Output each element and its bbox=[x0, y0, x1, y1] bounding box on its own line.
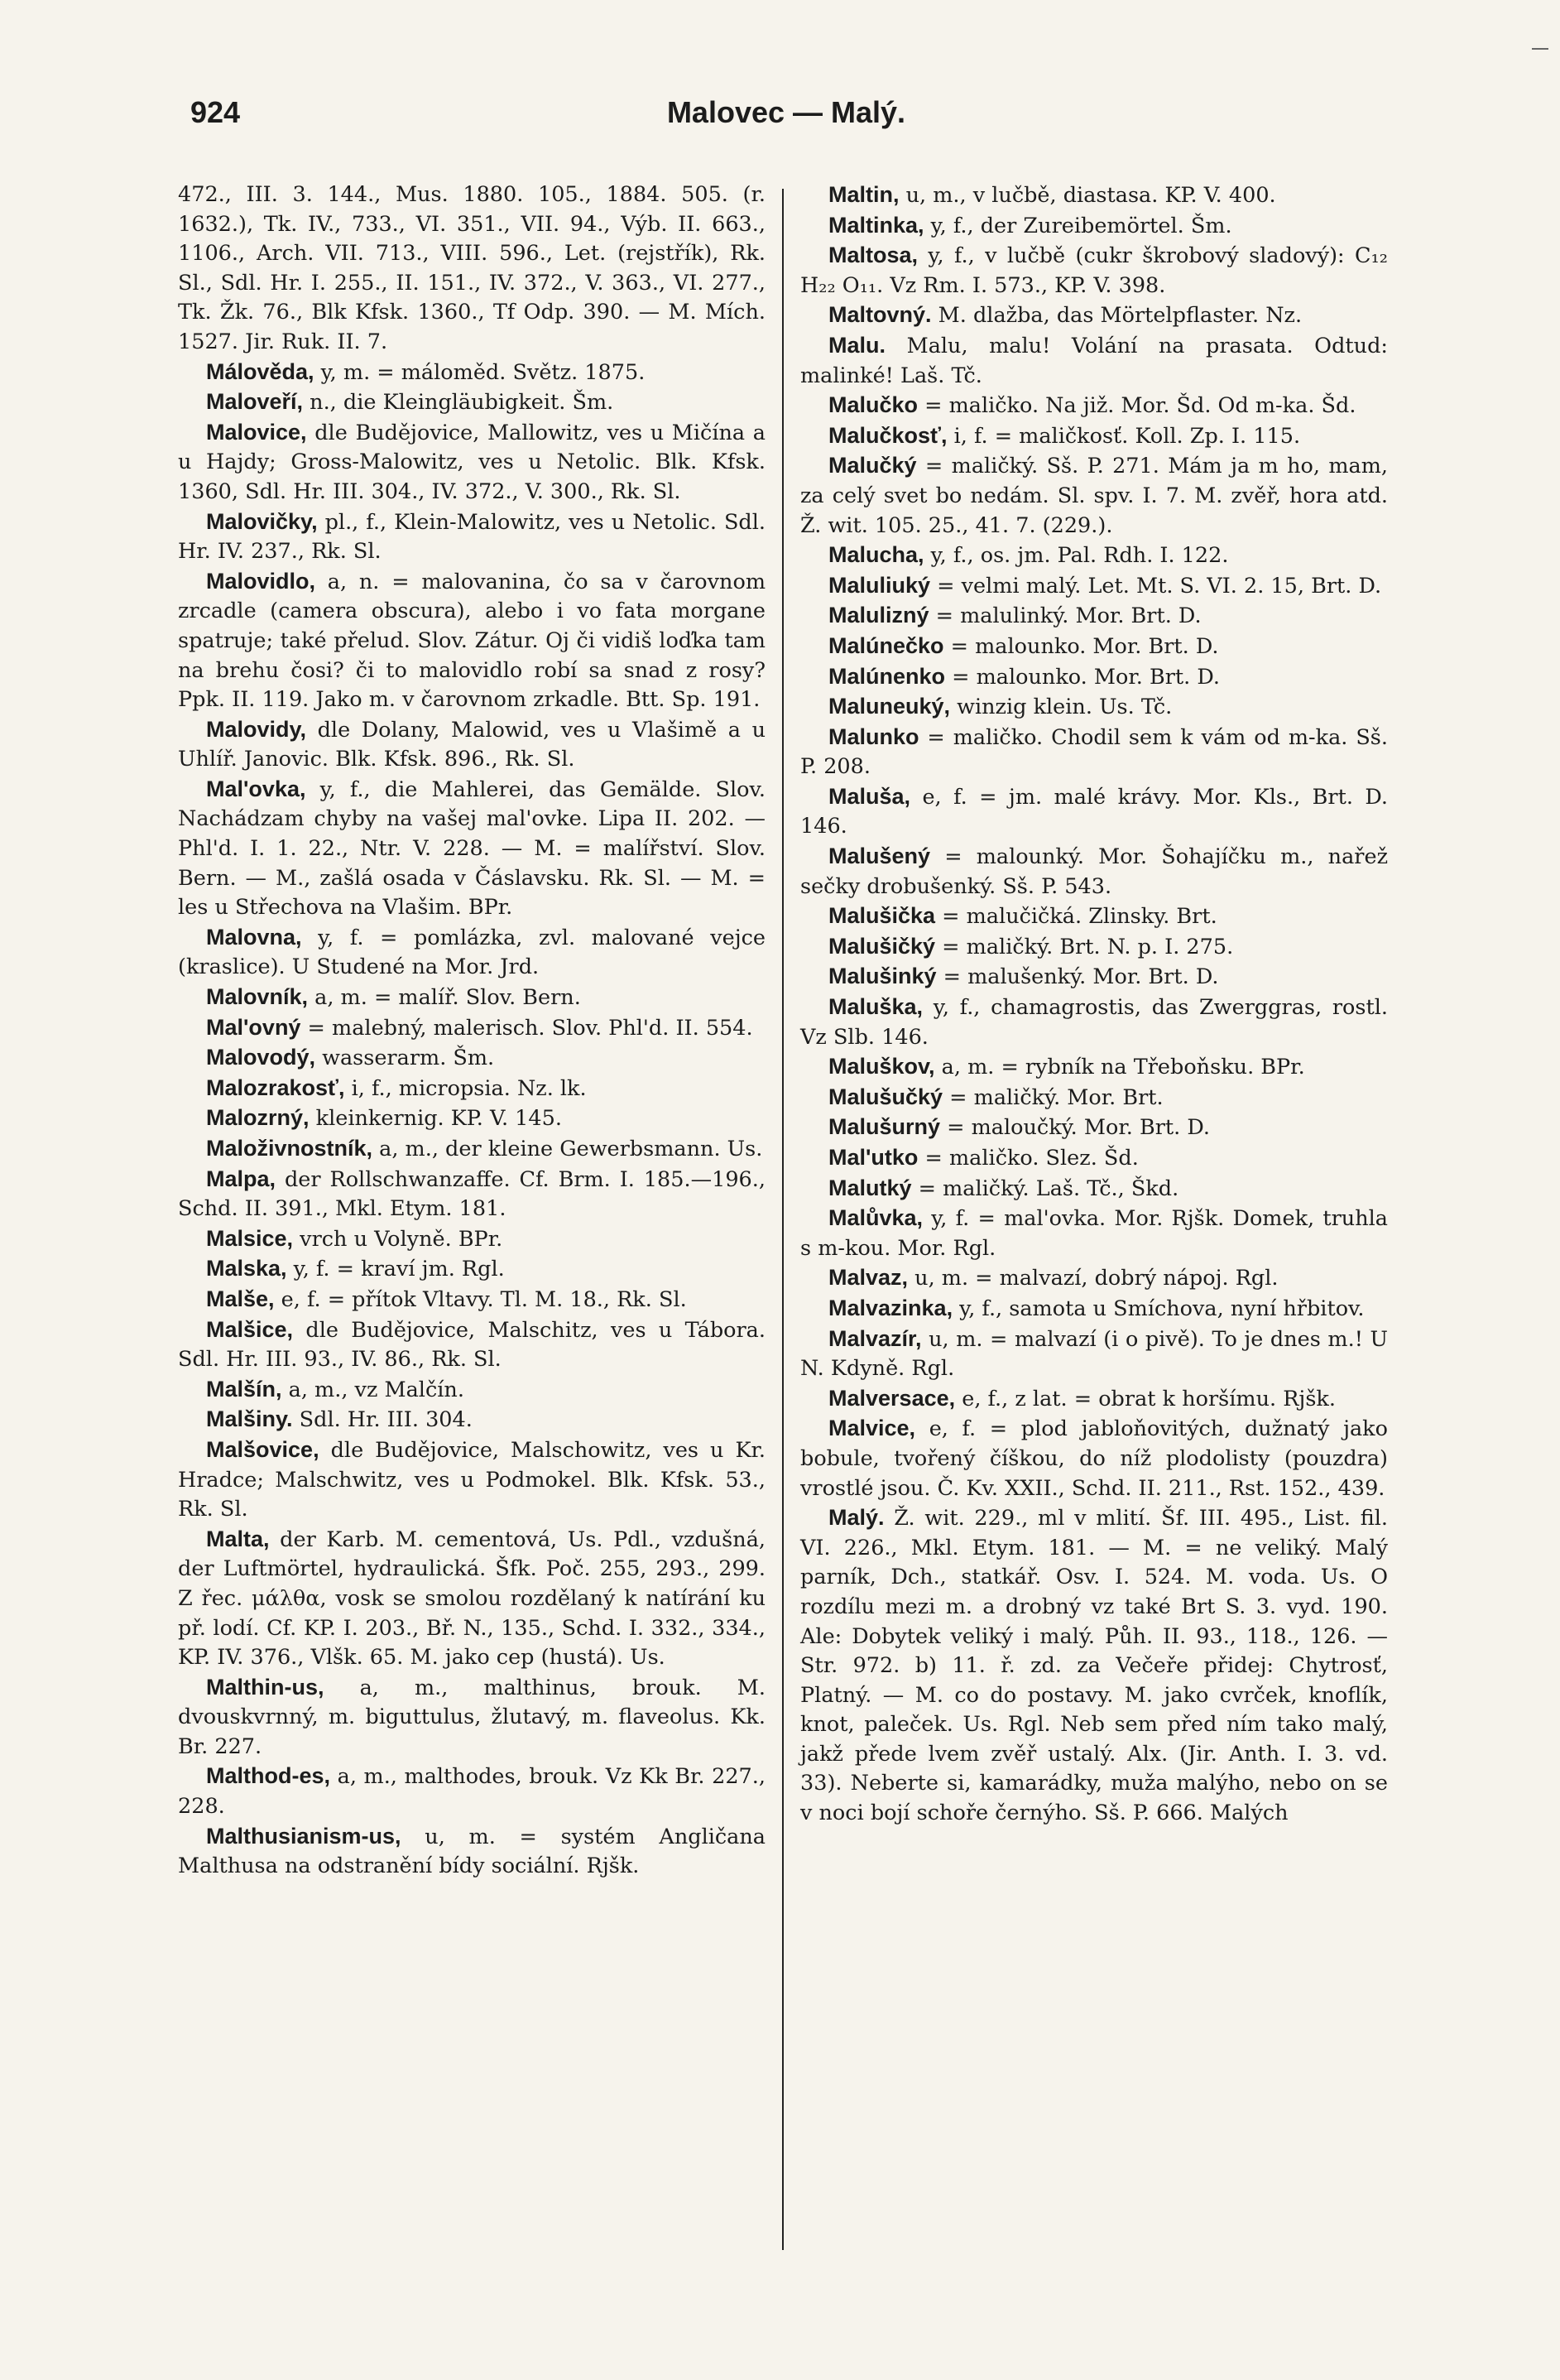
headword: Malvice, bbox=[828, 1416, 916, 1441]
entry-text: = malučičká. Zlinsky. Brt. bbox=[935, 904, 1217, 930]
dictionary-entry bbox=[178, 507, 766, 567]
left-column bbox=[178, 180, 766, 1882]
headword: Malovodý, bbox=[206, 1045, 316, 1070]
entry-text: a, m., vz Malčín. bbox=[281, 1377, 464, 1402]
page-header bbox=[190, 95, 1382, 145]
headword: Malovice, bbox=[206, 419, 307, 445]
entry-text: e, f. = jm. malé krávy. Mor. Kls., Brt. D. 146. bbox=[800, 784, 1388, 839]
dictionary-entry bbox=[178, 1315, 766, 1375]
entry-text: Ž. wit. 229., ml v mlití. Šf. III. 495., List. fil. VI. 226., Mkl. Etym. 181. — M. = ne veliký. Malý parník, Dch., statkář. Osv. I. 524. M. voda. Us. O rozdílu mezi m. a drobný vz také Brt S. 3. vyd. 190. Ale: Dobytek veliký i malý. Půh. II. 93., 118., 126. — Str. 972. b) 11. ř. zd. za Večeře přidej: Chytrosť, Platný. — M. co do postavy. M. jako cvrček, knoflík, knot, palеček. Us. Rgl. Neb sem před ním tako malý, jakž přede lvem zvěř ustalý. Alx. (Jir. Anth. I. 3. vd. 33). Neberte si, kamarádky, muža malýho, nebo on se v noci bojí schoře černýho. Sš. P. 666. Malých bbox=[800, 1506, 1388, 1826]
dictionary-entry bbox=[800, 451, 1388, 541]
dictionary-entry bbox=[800, 1113, 1388, 1143]
dictionary-entry bbox=[800, 391, 1388, 421]
entry-text: y, f. = pomlázka, zvl. malované vejce (kraslice). U Studené na Mor. Jrd. bbox=[178, 925, 766, 980]
running-head: Malovec — Malý. bbox=[666, 95, 906, 129]
headword: Malše, bbox=[206, 1286, 275, 1311]
headword: Malpa, bbox=[206, 1166, 276, 1191]
entry-text: u, m. = malvazí, dobrý nápoj. Rgl. bbox=[908, 1266, 1279, 1291]
entry-text: dle Dolany, Malowid, ves u Vlašimě a u Uhlíř. Janovic. Blk. Kfsk. 896., Rk. Sl. bbox=[178, 717, 766, 772]
dictionary-entry bbox=[178, 983, 766, 1013]
dictionary-entry bbox=[800, 1503, 1388, 1829]
entry-text: der Karb. M. cementová, Us. Pdl., vzdušná, der Luftmörtel, hydraulická. Šfk. Poč. 255, 293., 299. Z řec. μάλθα, vosk se smolou rozdělaný k natírání ku př. lodí. Cf. KP. I. 203., Bř. N., 135., Schd. I. 332., 334., KP. IV. 376., Vlšk. 65. M. jako cep (hustá). Us. bbox=[178, 1527, 766, 1671]
dictionary-entry bbox=[800, 1052, 1388, 1083]
dictionary-entry bbox=[800, 421, 1388, 452]
dictionary-entry bbox=[178, 1435, 766, 1525]
headword: Malvazinka, bbox=[828, 1295, 953, 1320]
entry-text: u, m. = systém Angličana Malthusa na odstranění bídy sociální. Rjšk. bbox=[178, 1824, 766, 1879]
headword: Malsice, bbox=[206, 1225, 294, 1251]
headword: Malutký bbox=[828, 1175, 912, 1200]
headword: Malthod-es, bbox=[206, 1763, 331, 1789]
dictionary-entry bbox=[800, 993, 1388, 1052]
headword: Málověda, bbox=[206, 358, 314, 384]
dictionary-entry bbox=[800, 842, 1388, 902]
dictionary-entry bbox=[178, 418, 766, 507]
headword: Malovidy, bbox=[206, 716, 307, 742]
entry-text: kleinkernig. KP. V. 145. bbox=[309, 1106, 562, 1132]
dictionary-entry bbox=[178, 1822, 766, 1882]
entry-text: = maličký. Laš. Tč., Škd. bbox=[911, 1176, 1179, 1201]
headword: Malšiny. bbox=[206, 1406, 293, 1432]
headword: Malušený bbox=[828, 844, 931, 869]
entry-text: a, m., malthinus, brouk. M. dvouskvrnný, m. biguttulus, žlutavý, m. flaveolus. Kk. Br. 227. bbox=[178, 1675, 766, 1759]
dictionary-entry bbox=[800, 1174, 1388, 1204]
headword: Maloveří, bbox=[206, 389, 304, 415]
headword: Malunko bbox=[828, 724, 919, 749]
dictionary-entry bbox=[178, 180, 766, 358]
entry-text: n., die Kleingläubigkeit. Šm. bbox=[303, 390, 614, 416]
entry-text: wasserarm. Šm. bbox=[315, 1046, 495, 1071]
dictionary-entry bbox=[800, 932, 1388, 963]
column-divider bbox=[782, 189, 784, 2250]
headword: Malůvka, bbox=[828, 1205, 924, 1231]
dictionary-entry bbox=[800, 1384, 1388, 1415]
entry-text: a, n. = malovanina, čo sa v čarovnom zrcadle (camera obscura), alebo i vo fata morgane spatruje; také přelud. Slov. Zátur. Oj či vidiš loďka tam na brehu čosi? či to malovidlo robí sa snad z rosy? Ppk. II. 119. Jako m. v čarovnom zrkadle. Btt. Sp. 191. bbox=[178, 569, 766, 713]
dictionary-entry bbox=[178, 1285, 766, 1315]
dictionary-entry bbox=[800, 1143, 1388, 1174]
headword: Maltin, bbox=[828, 182, 900, 207]
headword: Malušučký bbox=[828, 1084, 943, 1109]
entry-text: = maličko. Slez. Šd. bbox=[918, 1146, 1139, 1171]
dictionary-entry bbox=[800, 1414, 1388, 1503]
headword: Malučko bbox=[828, 392, 919, 418]
entry-text: y, f., v lučbě (cukr škrobový sladový): C₁₂ H₂₂ O₁₁. Vz Rm. I. 573., KP. V. 398. bbox=[800, 243, 1388, 298]
dictionary-entry bbox=[178, 715, 766, 775]
headword: Malu. bbox=[828, 332, 886, 358]
headword: Malthusianism-us, bbox=[206, 1823, 401, 1849]
entry-text: e, f. = přítok Vltavy. Tl. M. 18., Rk. Sl. bbox=[274, 1286, 687, 1312]
headword: Maloživnostník, bbox=[206, 1136, 373, 1161]
entry-text: M. dlažba, das Mörtelpflaster. Nz. bbox=[931, 303, 1303, 329]
page-number: 924 bbox=[190, 95, 241, 129]
headword: Mal'ovka, bbox=[206, 776, 306, 801]
headword: Malulizný bbox=[828, 603, 929, 628]
entry-text: e, f., z lat. = obrat k horšímu. Rjšk. bbox=[955, 1386, 1336, 1411]
entry-text: = maličký. Sš. P. 271. Mám ja m ho, mam, za celý svet bo nedám. Sl. spv. I. 7. M. zvěř, hora atd. Ž. wit. 105. 25., 41. 7. (229.). bbox=[800, 454, 1388, 538]
dictionary-entry bbox=[178, 1762, 766, 1821]
entry-text: = maličko. Chodil sem k vám od m-ka. Sš. P. 208. bbox=[800, 724, 1388, 780]
entry-text: vrch u Volyně. BPr. bbox=[293, 1226, 503, 1252]
dictionary-entry bbox=[178, 1405, 766, 1435]
entry-text: a, m. = malíř. Slov. Bern. bbox=[308, 985, 581, 1011]
headword: Malúnenko bbox=[828, 663, 946, 689]
entry-text: = malušenký. Mor. Brt. D. bbox=[936, 964, 1219, 990]
dictionary-entry bbox=[800, 301, 1388, 331]
headword: Malušurný bbox=[828, 1114, 941, 1140]
headword: Maltosa, bbox=[828, 243, 919, 268]
headword: Malvazír, bbox=[828, 1325, 922, 1351]
dictionary-entry bbox=[178, 1134, 766, 1165]
dictionary-entry bbox=[800, 1325, 1388, 1384]
headword: Maltovný. bbox=[828, 302, 932, 328]
dictionary-entry bbox=[178, 1165, 766, 1224]
dictionary-entry bbox=[178, 1254, 766, 1285]
dictionary-entry bbox=[800, 541, 1388, 571]
dictionary-entry bbox=[178, 1013, 766, 1044]
headword: Maluškov, bbox=[828, 1054, 935, 1079]
headword: Malozrný, bbox=[206, 1105, 310, 1131]
entry-text: = malebný, malerisch. Slov. Phl'd. II. 554. bbox=[300, 1015, 753, 1041]
entry-text: 472., III. 3. 144., Mus. 1880. 105., 1884. 505. (r. 1632.), Tk. IV., 733., VI. 351., VII. 94., Výb. II. 663., 1106., Arch. VII. 713., VIII. 596., Let. (rejstřík), Rk. Sl., Sdl. Hr. I. 255., II. 151., IV. 372., V. 363., VI. 277., Tk. Žk. 76., Blk Kfsk. 1360., Tf Odp. 390. — M. Mích. 1527. Jir. Ruk. II. 7. bbox=[178, 182, 766, 354]
entry-text: dle Budějovice, Mallowitz, ves u Mičína a u Hajdy; Gross-Malowitz, ves u Netolic. Blk. Kfsk. 1360, Sdl. Hr. III. 304., IV. 372., V. 300., Rk. Sl. bbox=[178, 420, 766, 504]
headword: Maltinka, bbox=[828, 212, 924, 238]
headword: Malovna, bbox=[206, 924, 302, 950]
dictionary-entry bbox=[178, 1103, 766, 1134]
corner-mark bbox=[1532, 48, 1548, 50]
entry-text: y, f. = kraví jm. Rgl. bbox=[286, 1257, 505, 1282]
dictionary-entry bbox=[800, 692, 1388, 723]
dictionary-entry bbox=[800, 1083, 1388, 1113]
dictionary-entry bbox=[178, 1375, 766, 1406]
dictionary-entry bbox=[800, 662, 1388, 693]
entry-text: pl., f., Klein-Malowitz, ves u Netolic. Sdl. Hr. IV. 237., Rk. Sl. bbox=[178, 509, 766, 565]
dictionary-entry bbox=[800, 962, 1388, 993]
entry-text: y, f., der Zureibemörtel. Šm. bbox=[924, 213, 1232, 238]
entry-text: = maličký. Mor. Brt. bbox=[943, 1084, 1164, 1110]
headword: Malta, bbox=[206, 1526, 270, 1551]
headword: Maluliuký bbox=[828, 572, 931, 598]
entry-text: dle Budějovice, Malschitz, ves u Tábora. Sdl. Hr. III. 93., IV. 86., Rk. Sl. bbox=[178, 1317, 766, 1373]
entry-text: y, f. = mal'ovka. Mor. Rjšk. Domek, truhla s m-kou. Mor. Rgl. bbox=[800, 1206, 1388, 1261]
dictionary-entry bbox=[178, 567, 766, 715]
entry-text: = velmi malý. Let. Mt. S. VI. 2. 15, Brt. D. bbox=[930, 573, 1382, 599]
entry-text: = malounko. Mor. Brt. D. bbox=[945, 664, 1220, 690]
entry-text: e, f. = plod jabloňovitých, dužnatý jako bobule, tvořený číškou, do níž plodolisty (pouzdra) vrostlé jsou. Č. Kv. XXII., Schd. II. 211., Rst. 152., 439. bbox=[800, 1416, 1388, 1501]
entry-text: y, f., os. jm. Pal. Rdh. I. 122. bbox=[924, 543, 1229, 569]
entry-text: y, m. = máloměd. Světz. 1875. bbox=[314, 359, 646, 385]
dictionary-entry bbox=[800, 211, 1388, 242]
headword: Malušička bbox=[828, 903, 936, 929]
entry-text: Malu, malu! Volání na prasata. Odtud: malinké! Laš. Tč. bbox=[800, 333, 1388, 388]
entry-text: = malounko. Mor. Brt. D. bbox=[943, 633, 1219, 659]
entry-text: u, m. = malvazí (i o pivě). To je dnes m.! U N. Kdyně. Rgl. bbox=[800, 1326, 1388, 1382]
entry-text: Sdl. Hr. III. 304. bbox=[292, 1407, 473, 1433]
entry-text: = malulinký. Mor. Brt. D. bbox=[929, 603, 1202, 629]
headword: Malovník, bbox=[206, 984, 309, 1010]
headword: Malversace, bbox=[828, 1385, 956, 1411]
dictionary-entry bbox=[800, 1263, 1388, 1294]
dictionary-entry bbox=[178, 358, 766, 388]
entry-text: der Rollschwanzaffe. Cf. Brm. I. 185.—196., Schd. II. 391., Mkl. Etym. 181. bbox=[178, 1166, 766, 1222]
headword: Malušičký bbox=[828, 933, 936, 959]
headword: Mal'ovný bbox=[206, 1014, 301, 1040]
headword: Maluška, bbox=[828, 994, 924, 1020]
headword: Maluneuký, bbox=[828, 694, 951, 719]
headword: Malšín, bbox=[206, 1376, 282, 1402]
entry-text: a, m., malthodes, brouk. Vz Kk Br. 227., 228. bbox=[178, 1764, 766, 1820]
dictionary-entry bbox=[178, 923, 766, 983]
dictionary-entry bbox=[178, 1525, 766, 1673]
headword: Malšovice, bbox=[206, 1436, 319, 1462]
headword: Malšice, bbox=[206, 1316, 294, 1342]
headword: Malúnečko bbox=[828, 632, 944, 658]
dictionary-entry bbox=[800, 241, 1388, 301]
headword: Maluša, bbox=[828, 783, 911, 809]
entry-text: u, m., v lučbě, diastasa. KP. V. 400. bbox=[899, 183, 1276, 208]
headword: Malovidlo, bbox=[206, 568, 316, 594]
dictionary-entry bbox=[800, 1204, 1388, 1263]
dictionary-entry bbox=[800, 632, 1388, 662]
headword: Malucha, bbox=[828, 542, 924, 568]
text-columns bbox=[178, 180, 1390, 2300]
entry-text: winzig klein. Us. Tč. bbox=[950, 695, 1173, 720]
headword: Mal'utko bbox=[828, 1145, 919, 1170]
dictionary-entry bbox=[800, 601, 1388, 632]
headword: Malozrakosť, bbox=[206, 1075, 345, 1100]
headword: Malovičky, bbox=[206, 508, 318, 534]
dictionary-entry bbox=[800, 782, 1388, 842]
dictionary-entry bbox=[800, 1294, 1388, 1325]
entry-text: = maličko. Na již. Mor. Šd. Od m-ka. Šd. bbox=[918, 393, 1356, 419]
entry-text: a, m. = rybník na Třeboňsku. BPr. bbox=[934, 1055, 1305, 1080]
dictionary-entry bbox=[800, 331, 1388, 391]
dictionary-entry bbox=[178, 775, 766, 923]
headword: Malthin-us, bbox=[206, 1674, 324, 1700]
dictionary-entry bbox=[178, 1074, 766, 1104]
dictionary-entry bbox=[178, 1224, 766, 1255]
dictionary-entry bbox=[800, 571, 1388, 602]
dictionary-entry bbox=[178, 1043, 766, 1074]
entry-text: = maloučký. Mor. Brt. D. bbox=[940, 1115, 1210, 1141]
headword: Malvaz, bbox=[828, 1265, 909, 1291]
entry-text: a, m., der kleine Gewerbsmann. Us. bbox=[372, 1137, 763, 1161]
entry-text: = malounký. Mor. Šohajíčku m., nařež sečky drobušenký. Sš. P. 543. bbox=[800, 844, 1388, 899]
headword: Malý. bbox=[828, 1505, 885, 1531]
entry-text: i, f. = maličkosť. Koll. Zp. I. 115. bbox=[947, 423, 1301, 449]
entry-text: dle Budějovice, Malschowitz, ves u Kr. Hradce; Malschwitz, ves u Podmokel. Blk. Kfsk. 53., Rk. Sl. bbox=[178, 1437, 766, 1522]
entry-text: y, f., samota u Smíchova, nyní hřbitov. bbox=[953, 1296, 1365, 1321]
headword: Malska, bbox=[206, 1256, 287, 1281]
dictionary-entry bbox=[800, 902, 1388, 932]
entry-text: y, f., chamagrostis, das Zwerggras, rostl. Vz Slb. 146. bbox=[800, 995, 1388, 1050]
headword: Malušinký bbox=[828, 964, 937, 989]
headword: Malučkosť, bbox=[828, 422, 948, 448]
right-column bbox=[800, 180, 1388, 1829]
headword: Malučký bbox=[828, 453, 917, 478]
entry-text: i, f., micropsia. Nz. lk. bbox=[344, 1075, 587, 1101]
dictionary-entry bbox=[800, 180, 1388, 211]
dictionary-entry bbox=[178, 1673, 766, 1762]
dictionary-entry bbox=[178, 387, 766, 418]
entry-text: = maličký. Brt. N. p. I. 275. bbox=[935, 934, 1234, 959]
dictionary-entry bbox=[800, 723, 1388, 782]
entry-text: y, f., die Mahlerei, das Gemälde. Slov. Nachádzam chyby na vašej mal'ovke. Lipa II. 202. — Phl'd. I. 1. 22., Ntr. V. 228. — M. = malířství. Slov. Bern. — M., zašlá osada v Čáslavsku. Rk. Sl. — M. = les u Střechova na Vlašim. BPr. bbox=[178, 777, 766, 921]
